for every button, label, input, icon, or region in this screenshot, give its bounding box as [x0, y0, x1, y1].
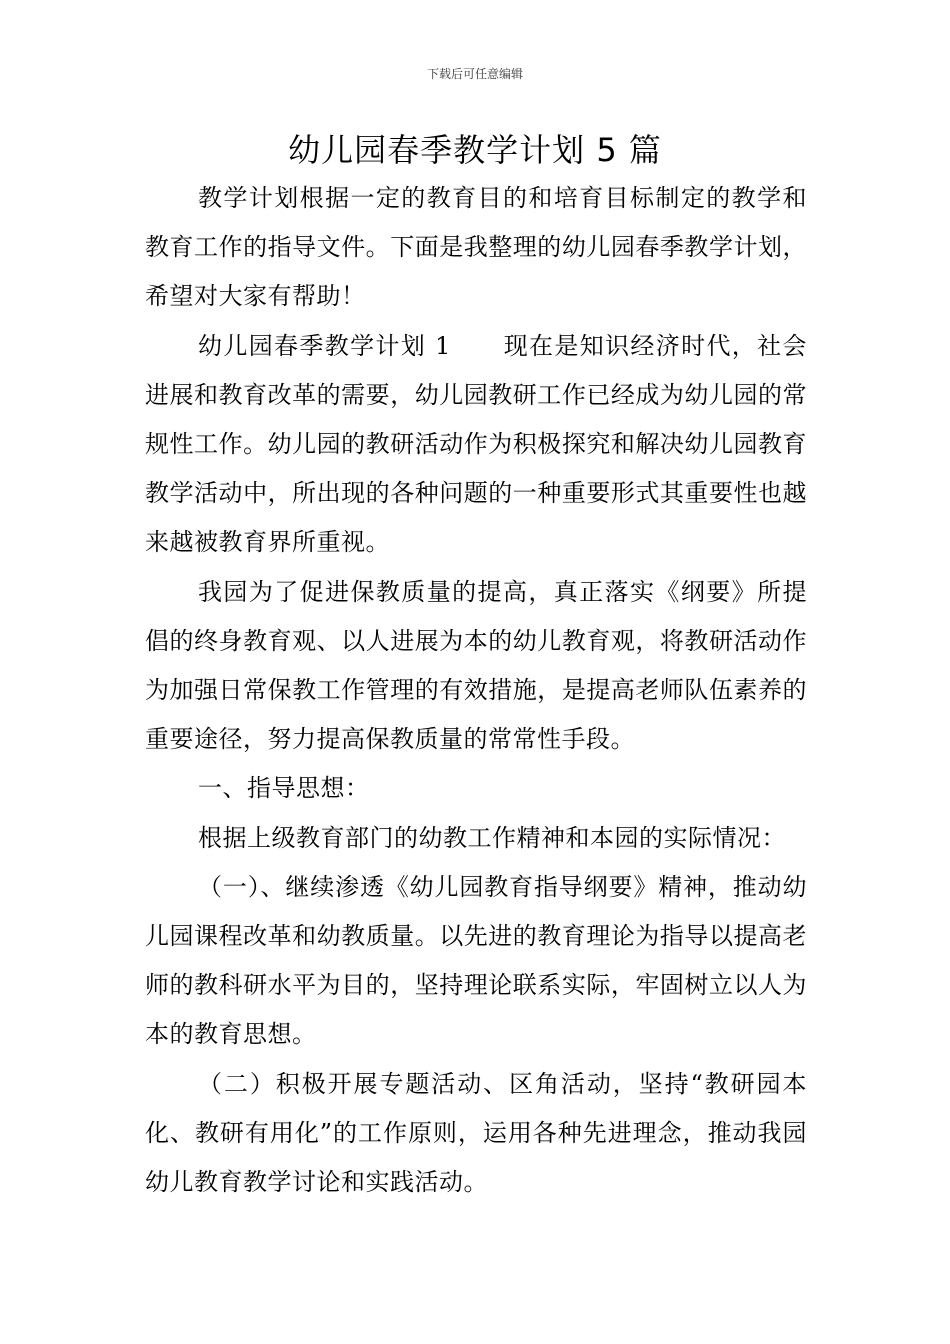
document-title: 幼儿园春季教学计划 5 篇 [288, 131, 662, 169]
paragraph-item-1: （一）、继续渗透《幼儿园教育指导纲要》精神，推动幼儿园课程改革和幼教质量。以先进的教育理论为指导以提高老师的教科研水平为目的，坚持理论联系实际，牢固树立以人为本的教育思想。 [145, 872, 807, 1049]
paragraph-basis: 根据上级教育部门的幼教工作精神和本园的实际情况： [198, 823, 786, 852]
header-note: 下载后可任意编辑 [426, 67, 523, 81]
heading-guiding-thought: 一、指导思想： [198, 774, 370, 803]
paragraph-section-1 [145, 322, 807, 568]
section-1-text: 现在是知识经济时代，社会进展和教育改革的需要，幼儿园教研工作已经成为幼儿园的常规性工作。幼儿园的教研活动作为积极探究和解决幼儿园教育教学活动中，所出现的各种问题的一种重要形式其重要性也越来越被教育界所重视。 [145, 331, 808, 557]
paragraph-intro: 教学计划根据一定的教育目的和培育目标制定的教学和教育工作的指导文件。下面是我整理的幼儿园春季教学计划，希望对大家有帮助！ [145, 184, 807, 311]
document-body [145, 174, 807, 1207]
section-1-heading: 幼儿园春季教学计划 1 [198, 331, 451, 360]
paragraph-item-2: （二）积极开展专题活动、区角活动，坚持“教研园本化、教研有用化”的工作原则，运用各种先进理念，推动我园幼儿教育教学讨论和实践活动。 [145, 1069, 807, 1197]
paragraph-purpose: 我园为了促进保教质量的提高，真正落实《纲要》所提倡的终身教育观、以人进展为本的幼儿教育观，将教研活动作为加强日常保教工作管理的有效措施，是提高老师队伍素养的重要途径，努力提高保教质量的常常性手段。 [145, 577, 807, 754]
